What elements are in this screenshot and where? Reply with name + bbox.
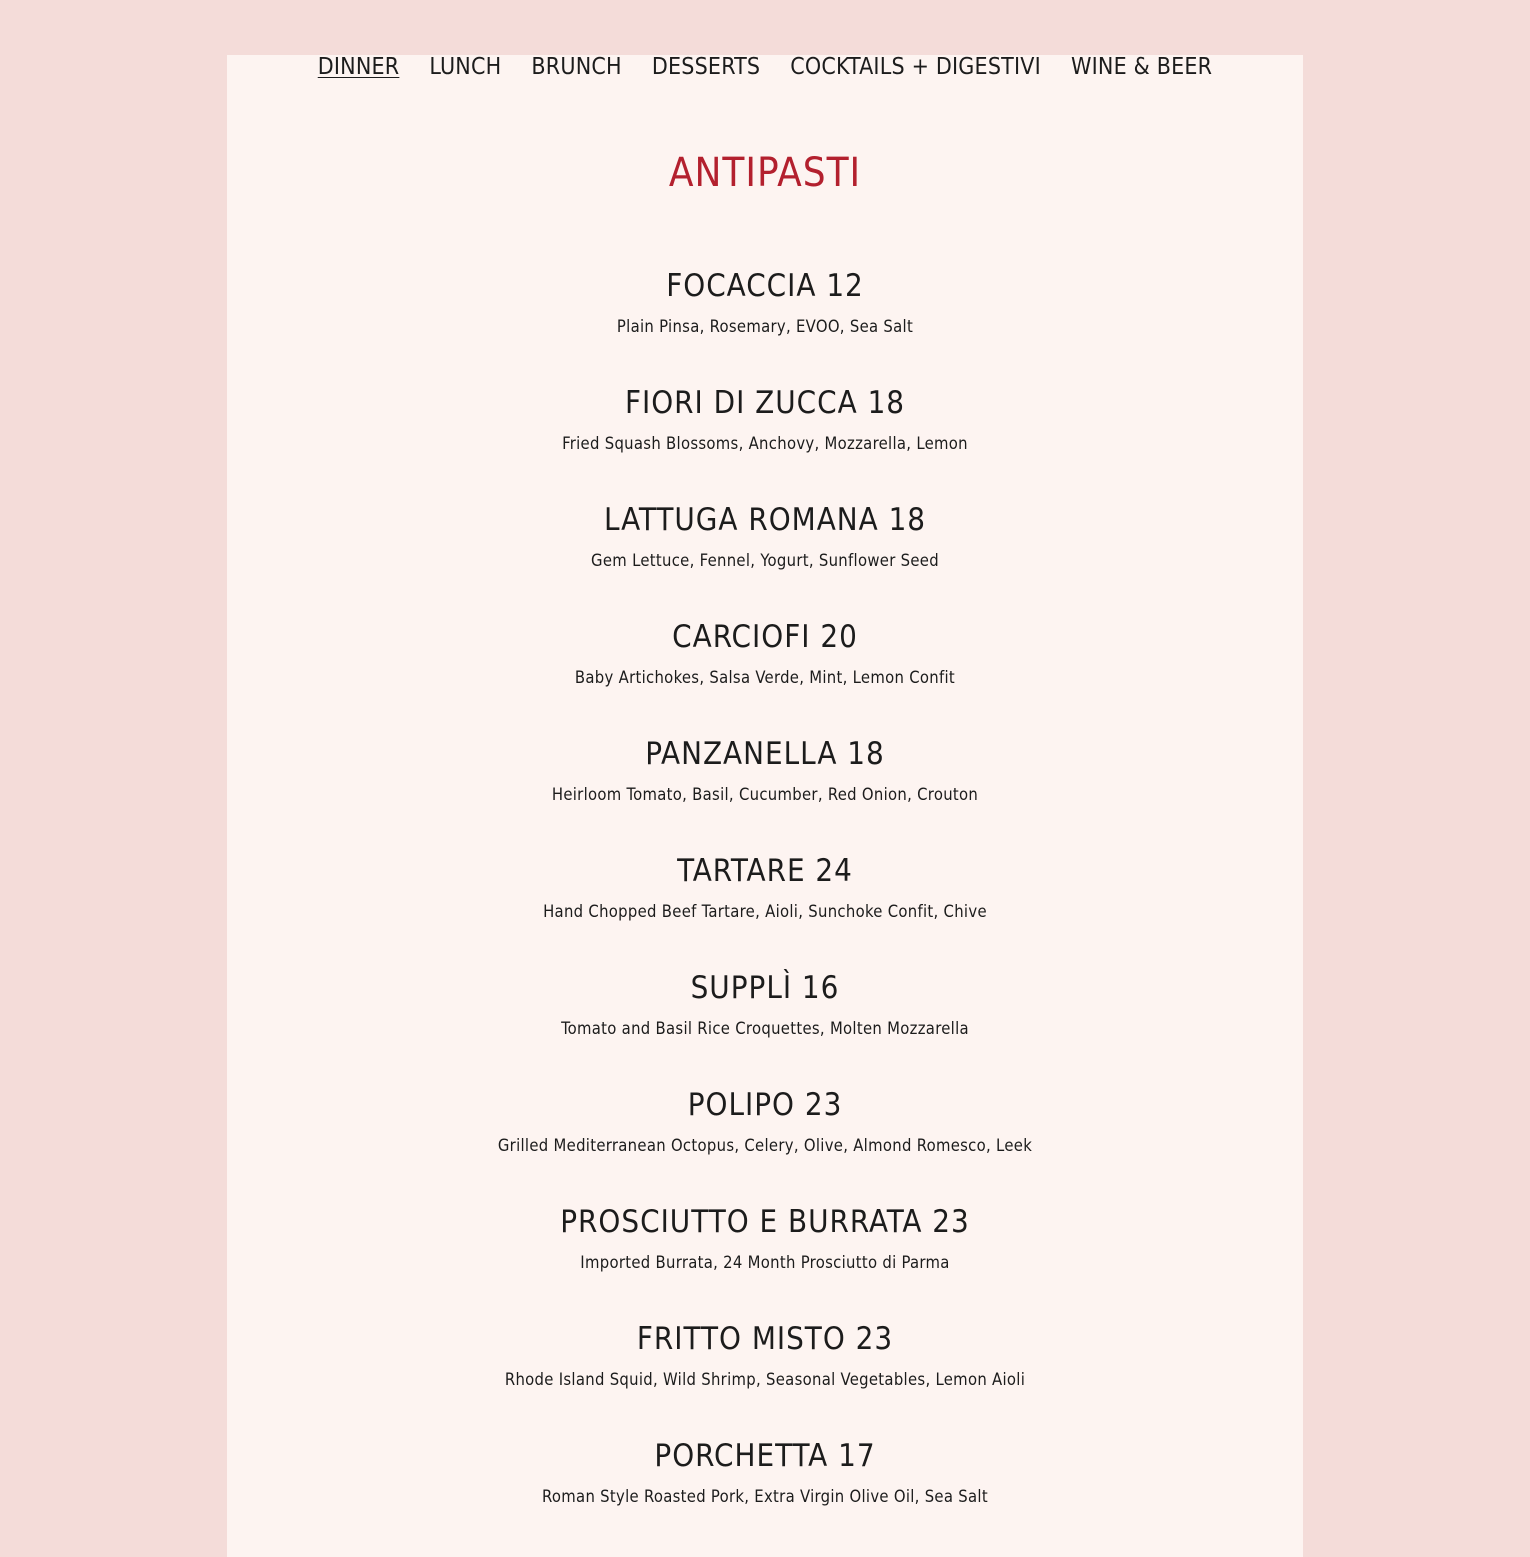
menu-item <box>0 1202 1530 1319</box>
menu-item-description: Hand Chopped Beef Tartare, Aioli, Sunchoke Confit, Chive <box>543 902 987 921</box>
menu-item-name: LATTUGA ROMANA 18 <box>603 502 927 538</box>
menu-tabs <box>0 53 1530 83</box>
menu-list <box>0 266 1530 1553</box>
menu-item <box>0 500 1530 617</box>
menu-item-description: Imported Burrata, 24 Month Prosciutto di Parma <box>580 1253 950 1272</box>
tab-wine-beer[interactable]: WINE & BEER <box>1070 54 1213 80</box>
tab-lunch[interactable]: LUNCH <box>429 54 502 80</box>
menu-item-description: Roman Style Roasted Pork, Extra Virgin Olive Oil, Sea Salt <box>542 1487 988 1506</box>
menu-item-name: FRITTO MISTO 23 <box>636 1321 894 1357</box>
menu-item-name: POLIPO 23 <box>687 1087 843 1123</box>
menu-item-description: Plain Pinsa, Rosemary, EVOO, Sea Salt <box>616 317 914 336</box>
tab-dinner[interactable]: DINNER <box>317 54 400 80</box>
menu-item-name: PORCHETTA 17 <box>654 1438 876 1474</box>
menu-item-name: PANZANELLA 18 <box>645 736 885 772</box>
menu-item-description: Heirloom Tomato, Basil, Cucumber, Red Onion, Crouton <box>551 785 979 804</box>
menu-item-description: Gem Lettuce, Fennel, Yogurt, Sunflower Seed <box>591 551 939 570</box>
menu-item-name: FIORI DI ZUCCA 18 <box>624 385 906 421</box>
tab-desserts[interactable]: DESSERTS <box>651 54 761 80</box>
menu-item-description: Tomato and Basil Rice Croquettes, Molten Mozzarella <box>561 1019 969 1038</box>
tab-brunch[interactable]: BRUNCH <box>531 54 622 80</box>
menu-item-name: FOCACCIA 12 <box>666 268 864 304</box>
menu-item-description: Rhode Island Squid, Wild Shrimp, Seasonal Vegetables, Lemon Aioli <box>504 1370 1026 1389</box>
menu-item <box>0 851 1530 968</box>
menu-item-name: TARTARE 24 <box>677 853 853 889</box>
menu-item-description: Baby Artichokes, Salsa Verde, Mint, Lemon Confit <box>574 668 956 687</box>
menu-item <box>0 617 1530 734</box>
menu-item <box>0 266 1530 383</box>
menu-item <box>0 383 1530 500</box>
tab-cocktails-digestivi[interactable]: COCKTAILS + DIGESTIVI <box>790 54 1041 80</box>
menu-item-name: PROSCIUTTO E BURRATA 23 <box>560 1204 970 1240</box>
menu-item-description: Fried Squash Blossoms, Anchovy, Mozzarella, Lemon <box>562 434 968 453</box>
section-title: ANTIPASTI <box>668 150 862 196</box>
menu-item-name: SUPPLÌ 16 <box>690 970 840 1006</box>
menu-item <box>0 968 1530 1085</box>
menu-item-description: Grilled Mediterranean Octopus, Celery, Olive, Almond Romesco, Leek <box>497 1136 1033 1155</box>
menu-item <box>0 1085 1530 1202</box>
menu-item-name: CARCIOFI 20 <box>672 619 858 655</box>
menu-item <box>0 1319 1530 1436</box>
menu-item <box>0 1436 1530 1553</box>
menu-item <box>0 734 1530 851</box>
